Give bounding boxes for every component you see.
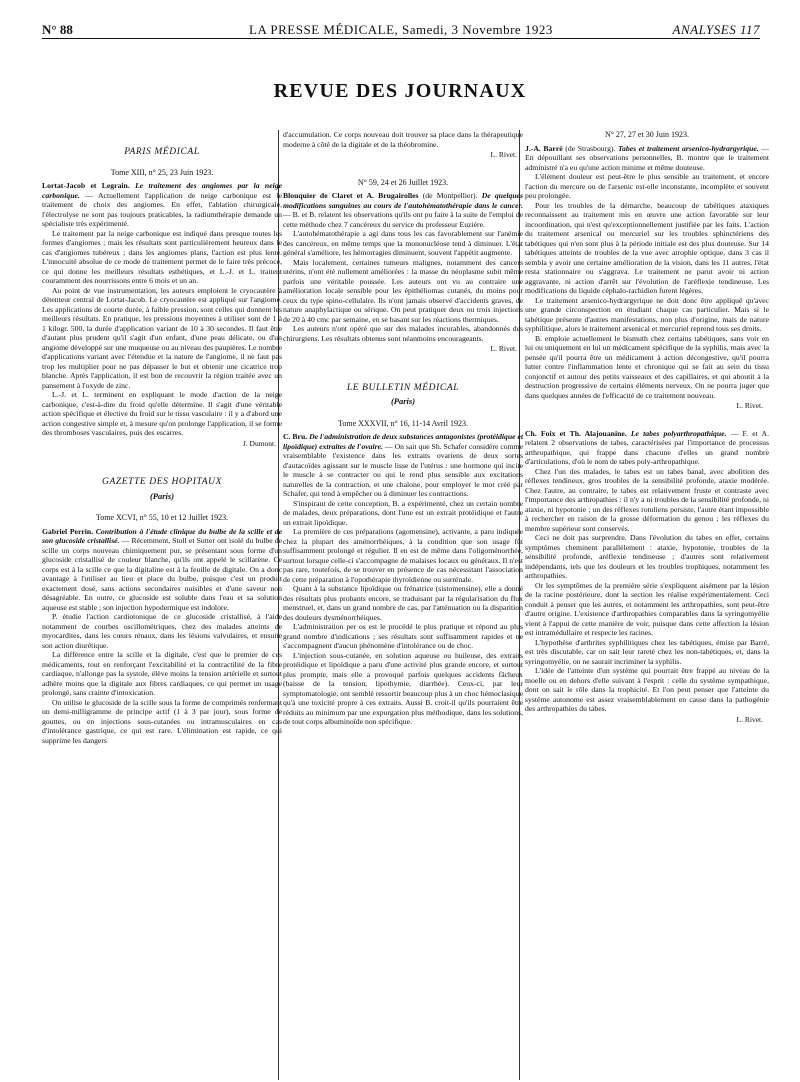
- paragraph: — En dépouillant ses observations personnelles, B. montre que le traitement administré n'a eu qu'une action minime et même douteuse.: [525, 143, 769, 172]
- article-authors: J.-A. Barré: [525, 143, 563, 153]
- issue-reference: Tome XIII, n° 25, 23 Juin 1923.: [110, 167, 214, 177]
- article-title: Le tabes polyarthropathique.: [630, 428, 727, 438]
- article-abstract: [42, 181, 282, 229]
- paragraph: L'hypothèse d'arthrites syphilitiques chez les tabétiques, émise par Barré, est très discutable, car on sait leur rareté chez les non-tabétiques, et, dans la syringomyélie, on ne saurait incriminer la syphilis.: [525, 637, 769, 666]
- paragraph: Mais localement, certaines tumeurs malignes, notamment des cancers utérins, n'ont été nullement améliorées : la masse du néoplasme subit même parfois une véritable poussée. Les auteurs ont vu au contraire une amélioration locale sensible pour les épithéliomas cutanés, du moins pour ceux du type spino-cellulaire. Ils n'ont jamais observé d'accidents graves, de nature anaphylactique ou sérique. On peut pratiquer deux ou trois injections de 20 à 40 cmc par semaine, en se basant sur les réactions thermiques.: [283, 257, 523, 324]
- paragraph: L'idée de l'atteinte d'un système qui pourrait être frappé au niveau de la moelle ou en dehors d'elle suivant à l'esprit : celle du système sympathique, dont on sait le rôle dans la trophicité. Et l'on peut penser que l'atteinte du système autonome est assez vraisemblablement en cause dans la pathogénie des arthropathies du tabes.: [525, 666, 769, 713]
- paragraph: L'injection sous-cutanée, en solution aqueuse ou huileuse, des extraits protéidique et lipoïdique a paru d'une activité plus grande encore, et surtout plus prompte, mais elle a provoqué parfois quelques accidents fâcheux (baisse de la tension, lipothymie, diarrhée). Ceux-ci, par leur symptomatologie, ont semblé ressortir beaucoup plus à un choc hémoclasique qu'à une toxicité propre à ces extraits. Aussi B. croit-il qu'ils pourraient être réduits au minimum par une expurgation plus méthodique, dans les solutions, de tout corps albuminoïde non spécifique.: [283, 650, 523, 726]
- reviewer-signature: J. Dumont.: [242, 438, 276, 448]
- article-title: Le traitement des angiomes par la neige carbonique.: [42, 181, 282, 200]
- article-title: Contribution à l'étude clinique du bulbe de la scille et de son glucoside cristallisé.: [42, 526, 282, 545]
- article-authors: Gabriel Perrin.: [42, 526, 94, 536]
- issue-number: N° 88: [42, 22, 73, 37]
- article-abstract: [42, 527, 282, 613]
- column-left: [42, 130, 282, 1074]
- paragraph: Pour les troubles de la démarche, beaucoup de tabétiques ataxiques reconnaissent au traitement mis en œuvre une action favorable sur leur incoordination, qui n'est qu'exceptionnellement justifiée par les faits. L'action du traitement arsenical ou mercuriel sur les troubles sphinctériens des tabétiques qui n'en sont plus à la période initiale est des plus douteuse. Sur 14 tabétiques atteints de troubles de la vue avec atrophie optique, dans 3 cas il sembla y avoir une certaine amélioration de la vision, dans les 11 autres, l'état resta stationnaire ou s'aggrava. Le traitement ne parut avoir ni action aggravante, ni action d'arrêt sur l'évolution de l'aréflexie tendineuse. Les modifications du liquide céphalo-rachidien furent légères.: [525, 200, 769, 295]
- paragraph: — F. et A. relatent 2 observations de tabes, caractérisées par l'importance de processus arthropathique, qui frappe dans chacune d'elles un grand nombre d'articulations, d'où le nom de tabes poly-arthropathique.: [525, 428, 769, 466]
- paragraph: — B. et B. relatent les observations qu'ils ont pu faire à la suite de l'emploi de cette méthode chez 7 cancéreux du service du professeur Euzière.: [283, 210, 523, 229]
- article-abstract: [283, 191, 523, 229]
- reviewer-signature: L. Rivet.: [490, 150, 517, 159]
- journal-heading: LE BULLETIN MÉDICAL: [346, 382, 460, 393]
- paragraph: d'accumulation. Ce corps nouveau doit trouver sa place dans la thérapeutique moderne à côté de la digitale et de la théobromine.: [283, 130, 523, 149]
- paragraph: L'administration per os est le procédé le plus pratique et répond au plus grand nombre d'indications ; ses résultats sont suffisamment rapides et ne s'accompagnent d'aucun phénomène d'intolérance ou de choc.: [283, 622, 523, 650]
- author-location: (de Strasbourg).: [565, 143, 616, 153]
- issue-reference: N° 59, 24 et 26 Juillet 1923.: [357, 177, 449, 187]
- paragraph: Quant à la substance lipoïdique ou frénatrice (sistomensine), elle a donné des résultats plus probants encore, se traduisant par la régularisation du flux menstruel, et, dans un grand nombre de cas, par l'atténuation ou la disparition des douleurs dysménorrhéiques.: [283, 584, 523, 622]
- section-page: ANALYSES 117: [672, 22, 760, 37]
- issue-reference: Tome XXXVII, n° 16, 11-14 Avril 1923.: [338, 418, 468, 428]
- paragraph: Le traitement par la neige carbonique est indiqué dans presque toutes les formes d'angiomes ; mais les résultats sont particulièrement heureux dans le cas d'angiomes tubéreux ; dans les angiomes plans, l'action est plus lente. L'innocuité absolue de ce mode de traitement permet de le faire très précoce, ce qui donne les meilleurs résultats esthétiques, et L.-J. et L. traitent couramment des nourrissons entre 6 mois et un an.: [42, 228, 282, 285]
- paragraph: Le traitement arsenico-hydrargyrique ne doit donc être appliqué qu'avec une grande circonspection en étudiant chaque cas particulier. Mais si le tabétique présente d'autres manifestations, non plus d'origine, mais de nature syphilitique, alors le traitement arsenical et mercuriel reprend tous ses droits.: [525, 295, 769, 333]
- page-title: REVUE DES JOURNAUX: [273, 80, 527, 102]
- column-middle: [283, 130, 523, 1074]
- paragraph: Les auteurs n'ont opéré que sur des malades incurables, abandonnés des chirurgiens. Les résultats obtenus sont néanmoins encourageants.: [283, 324, 523, 343]
- article-title: De l'administration de deux substances antagonistes (protéidique et lipoïdique) extraites de l'ovaire.: [283, 432, 523, 451]
- article-authors: C. Bru.: [283, 432, 308, 441]
- paragraph: S'inspirant de cette conception, B. a expérimenté, chez un certain nombre de malades, deux préparations, dont l'une est un extrait protéidique et l'autre un extrait lipoïdique.: [283, 498, 523, 527]
- paragraph: — Récemment, Stoll et Sutter ont isolé du bulbe de scille un corps nouveau chimiquement pur, se présentant sous forme d'un glucoside cristallisé de couleur blanche, qu'ils ont appelé le scillarène. Ce corps est à la scille ce que la digitaline est à la feuille de digitale. On a donc avantage à l'utiliser au lieu et place du bulbe, puisque c'est un produit exactement dosé, sans actions secondaires nuisibles et d'une saveur non désagréable. En outre, ce glucoside est soluble dans l'eau et sa solution aqueuse est stable ; son injection hypodermique est indolore.: [42, 536, 282, 612]
- article-title: De quelques modifications sanguines au cours de l'autohématothérapie dans le cancer.: [283, 191, 523, 210]
- paragraph: B. emploie actuellement le bismuth chez certains tabétiques, sans voir en lui ou uniquement en lui un médicament spécifique de la syphilis, mais avec la pensée qu'il pourra être un médicament à action décongestive, qu'il pourra lutter contre l'inflammation lente et chronique qui se fait au sein du tissu conjonctif et autour des petits vaisseaux et des capillaires, et qui aboutit à la destruction progressive de certains éléments nerveux. On ne pourra juger que dans quelques années de l'efficacité de ce traitement nouveau.: [525, 333, 769, 400]
- paragraph: Au point de vue instrumentation, les auteurs emploient le cryocautère à détenteur central de Lortat-Jacob. Le cryocautère est appliqué sur l'angiome. Les applications de courte durée, à faible pression, sont celles qui donnent les meilleurs résultats. En pratique, les pressions moyennes à utiliser sont de 1 à 1 kilogr. 500, la durée d'application variant de 10 à 30 secondes. Il faut être d'autant plus prudent qu'il s'agit d'un enfant, d'une peau délicate, ou d'un angiome développé sur une muqueuse ou au niveau des paupières. Le nombre d'applications variant avec l'étendue et la nature de l'angiome, il ne faut pas trop les multiplier pour ne pas dépasser le but et obtenir une cicatrice trop blanche. Après l'application, il est bon de recouvrir la région traitée avec un pansement à l'oxyde de zinc.: [42, 285, 282, 390]
- paragraph: Ceci ne doit pas surprendre. Dans l'évolution du tabes en effet, certains symptômes cheminent parallèlement : ataxie, hypotonie, troubles de la sensibilité profonde, aréflexie tendineuse ; d'autres sont relativement indépendants, tels que les douleurs et les troubles trophiques, notamment les arthropathies.: [525, 533, 769, 580]
- paragraph: Or les symptômes de la première série s'expliquent aisément par la lésion de la racine postérieure, dont la section les réalise expérimentalement. Ceci conduit à penser que les autres, et notamment les arthropathies, sont peut-être d'autre origine. L'existence d'arthropathies comparables dans la syringomyélie vient à l'appui de cette manière de voir, puisque dans cette affection la lésion est intramédullaire et respecte les racines.: [525, 580, 769, 637]
- paragraph: La différence entre la scille et la digitale, c'est que le premier de ces médicaments, tout en renforçant l'excitabilité et la contractilité de la fibre cardiaque, n'allonge pas la systole, élève moins la tension artérielle et surtout adhère moins que la digitale aux fibres cardiaques, ce qui permet un usage prolongé, sans crainte d'intoxication.: [42, 650, 282, 697]
- author-location: (de Montpellier).: [422, 191, 478, 200]
- paragraph: — On sait que Sh. Schafer considère comme vraisemblable l'existence dans les extraits ovariens de deux sortes d'autacoïdes agissant sur le muscle lisse de l'utérus : une hormone qui incite le muscle à se contracter ou qui le rend plus sensible aux excitations naturelles de la contraction, et une chalone, pour employer le mot créé par Schafer, qui tend à empêcher ou à diminuer les contractions.: [283, 441, 523, 498]
- journal-heading: PARIS MÉDICAL: [124, 147, 200, 157]
- issue-reference: N° 27, 27 et 30 Juin 1923.: [604, 130, 690, 139]
- journal-date-line: LA PRESSE MÉDICALE, Samedi, 3 Novembre 1923: [249, 22, 553, 37]
- article-authors: Ch. Foix et Th. Alajouanine.: [525, 428, 627, 438]
- article-abstract: [525, 429, 769, 467]
- paragraph: L'élément douleur est peut-être le plus sensible au traitement, et encore l'action du mercure ou de l'arsenic est-elle inconstante, incomplète et souvent peu prolongée.: [525, 172, 769, 200]
- journal-heading: GAZETTE DES HOPITAUX: [101, 477, 223, 487]
- article-authors: Lortat-Jacob et Legrain.: [42, 181, 130, 190]
- article-abstract: [283, 432, 523, 499]
- paragraph: On utilise le glucoside de la scille sous la forme de comprimés renfermant un demi-milligramme de principe actif (1 à 3 par jour), sous forme de gouttes, ou en injections sous-cutanées ou intramusculaires en cas d'intolérance gastrique, ce qui est rare. L'élimination est rapide, ce qui supprime les dangers: [42, 697, 282, 745]
- running-header: [42, 22, 760, 39]
- article-title: Tabes et traitement arsenico-hydrargyrique.: [618, 143, 759, 153]
- paragraph: — Actuellement l'application de neige carbonique est le traitement de choix des angiomes. En effet, l'ablation chirurgicale, l'électrolyse ne sont pas toujours praticables, la radiumthérapie demande un spécialiste très expérimenté.: [42, 190, 282, 228]
- journal-city: (Paris): [390, 396, 416, 406]
- paragraph: Chez l'un des malades, le tabes est un tabes banal, avec abolition des réflexes tendineux, gros troubles de la sensibilité profonde, ataxie modérée. Chez l'autre, au contraire, le tabes est relativement fruste et contraste avec l'importance des arthropathies : il n'y a ni troubles de la sensibilité profonde, ni ataxie, ni hypotonie ; un des réflexes rotuliens persiste, l'autre étant impossible à rechercher en raison de la grosse déformation du genou ; les réflexes du membre supérieur sont conservés.: [525, 466, 769, 533]
- paragraph: La première de ces préparations (agomensine), activante, a paru indiquée chez la plupart des aménorrhéiques, à la condition que son usage fût suffisamment prolongé et régulier. Il en est de même dans l'oligoménorrhée, surtout lorsque celle-ci s'accompagne de malaises locaux ou généraux. Il n'est pas rare, toutefois, de se trouver en présence de cas nécessitant l'association de cette préparation à l'opothérapie thyroïdienne ou surrénale.: [283, 527, 523, 584]
- paragraph: L'autohématothérapie a agi dans tous les cas favorablement sur l'anémie des cancéreux, en même temps que la mononucléose tend à diminuer. L'état général s'améliore, les hémorragies diminuent, souvent l'appétit augmente.: [283, 229, 523, 257]
- paragraph: P. étudie l'action cardiotonique de ce glucoside cristallisé, à l'aide notamment de courbes oscillométriques, chez des malades atteints de myocardites, dans les cœurs rénaux, dans les lésions valvulaires, et ensuite son action diurétique.: [42, 612, 282, 650]
- reviewer-signature: L. Rivet.: [736, 401, 763, 410]
- issue-reference: Tome XCVI, n° 55, 10 et 12 Juillet 1923.: [95, 513, 229, 522]
- reviewer-signature: L. Rivet.: [490, 344, 517, 353]
- paragraph: L.-J. et L. terminent en expliquant le mode d'action de la neige carbonique, c'est-à-dire du froid qu'elle détermine. Il s'agit d'une véritable action spécifique et élective du froid sur le tissu vasculaire : il y a d'abord une action congestive simple et, à mesure qu'on prolonge l'application, il se forme des thromboses vasculaires, puis des escarres.: [42, 390, 282, 437]
- article-abstract: [525, 144, 769, 173]
- journal-city: (Paris): [149, 490, 175, 501]
- column-right: [525, 130, 769, 1074]
- article-authors: Blouquier de Claret et A. Brugairolles: [283, 191, 419, 200]
- reviewer-signature: L. Rivet.: [736, 714, 763, 724]
